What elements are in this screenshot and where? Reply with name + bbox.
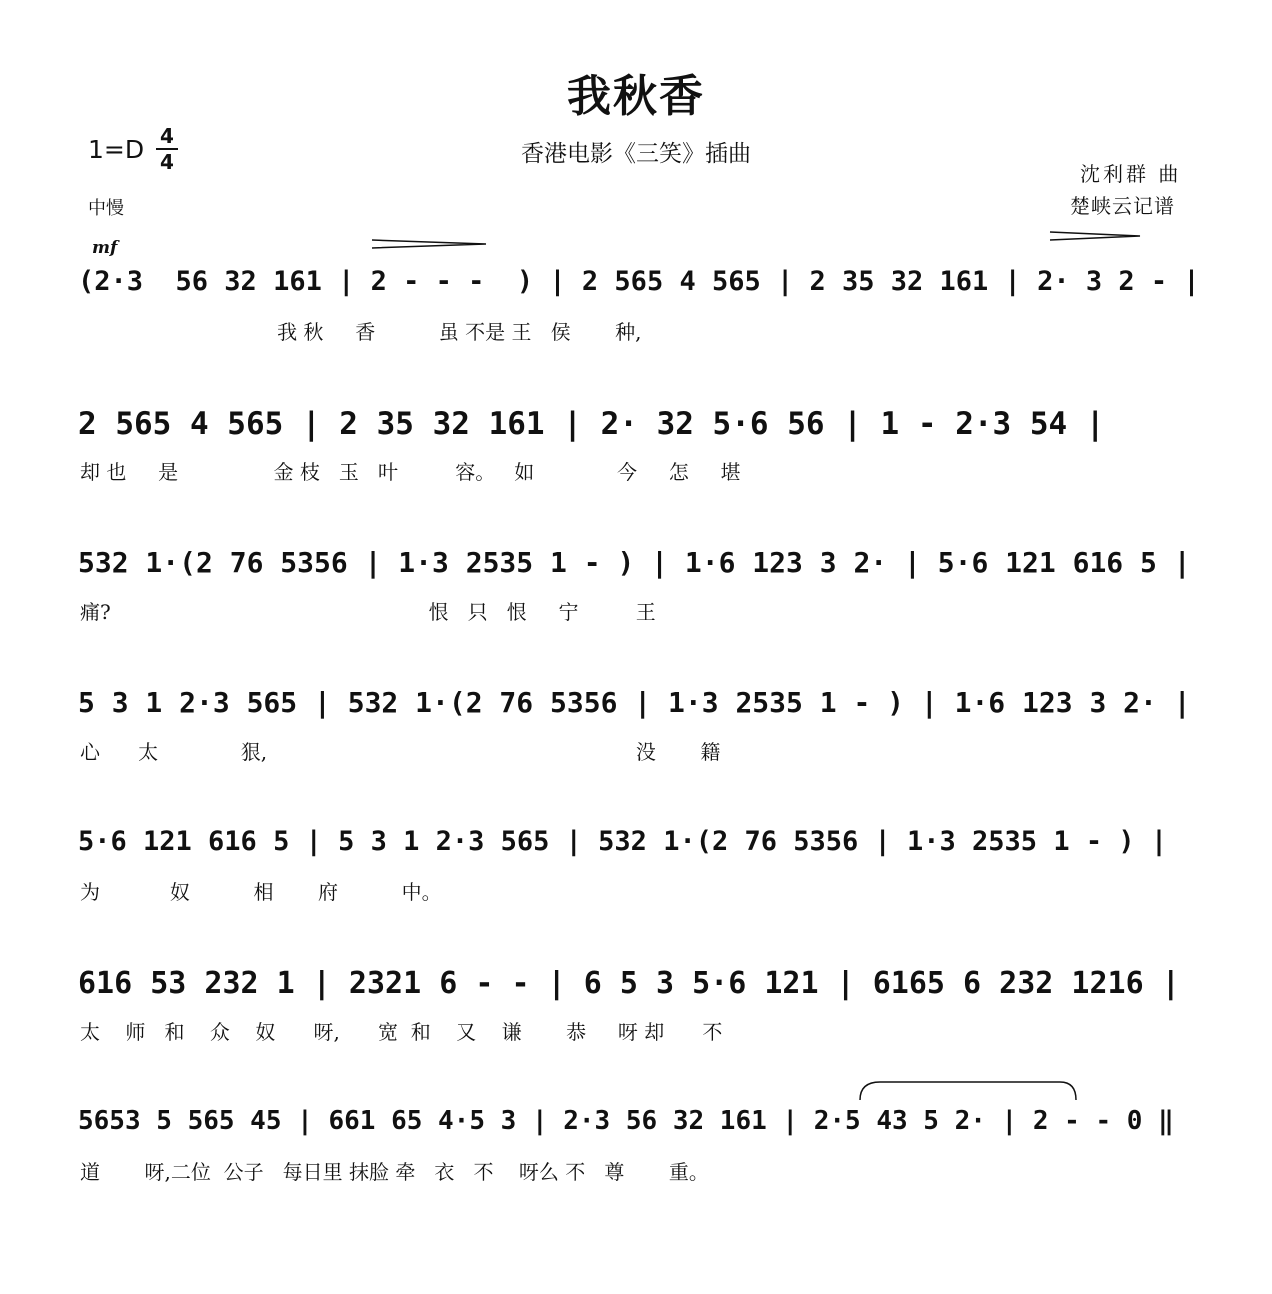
system-lyrics: 为 奴 相 府 中。: [80, 880, 442, 904]
transcriber-credit: 楚峡云记谱: [1070, 194, 1175, 218]
time-signature-top: 4: [160, 124, 174, 148]
composer-credit: 沈利群 曲: [1080, 162, 1182, 186]
system-lyrics: 道 呀,二位 公子 每日里 抹脸 牵 衣 不 呀么 不 尊 重。: [80, 1160, 709, 1184]
system-notes: 2 565 4 565 | 2 35 32 161 | 2· 32 5·6 56 | 1 - 2·3 54 |: [78, 406, 1105, 442]
song-subtitle: 香港电影《三笑》插曲: [521, 141, 751, 167]
hairpin-icon: [1050, 232, 1140, 240]
system-notes: 616 53 232 1 | 2321 6 - - | 6 5 3 5·6 121 | 6165 6 232 1216 |: [78, 966, 1180, 1001]
tempo-marking: 中慢: [88, 198, 124, 219]
dynamic-marking: mf: [92, 238, 118, 258]
system-notes: 532 1·(2 76 5356 | 1·3 2535 1 - ) | 1·6 123 3 2· | 5·6 121 616 5 |: [78, 546, 1191, 579]
system-lyrics: 太 师 和 众 奴 呀, 宽 和 又 谦 恭 呀 却 不: [80, 1020, 723, 1044]
system-lyrics: 却 也 是 金 枝 玉 叶 容。 如 今 怎 堪: [80, 460, 741, 484]
tie-icon: [860, 1082, 1076, 1100]
system-lyrics: 痛? 恨 只 恨 宁 王: [80, 600, 656, 624]
system-lyrics: 心 太 狠, 没 籍: [80, 740, 721, 764]
system-notes: 5653 5 565 45 | 661 65 4·5 3 | 2·3 56 32 161 | 2·5 43 5 2· | 2 - - 0 ‖: [78, 1106, 1174, 1136]
system-notes: 5·6 121 616 5 | 5 3 1 2·3 565 | 532 1·(2 76 5356 | 1·3 2535 1 - ) |: [78, 826, 1168, 857]
song-title: 我秋香: [567, 71, 705, 122]
time-signature-bottom: 4: [160, 150, 174, 174]
key-signature: 1=D: [88, 135, 145, 164]
system-lyrics: 我 秋 香 虽 不是 王 侯 种,: [80, 320, 642, 344]
hairpin-icon: [372, 240, 486, 248]
system-notes: (2·3 56 32 161 | 2 - - - ) | 2 565 4 565 | 2 35 32 161 | 2· 3 2 - |: [78, 266, 1200, 297]
system-notes: 5 3 1 2·3 565 | 532 1·(2 76 5356 | 1·3 2535 1 - ) | 1·6 123 3 2· |: [78, 686, 1191, 719]
